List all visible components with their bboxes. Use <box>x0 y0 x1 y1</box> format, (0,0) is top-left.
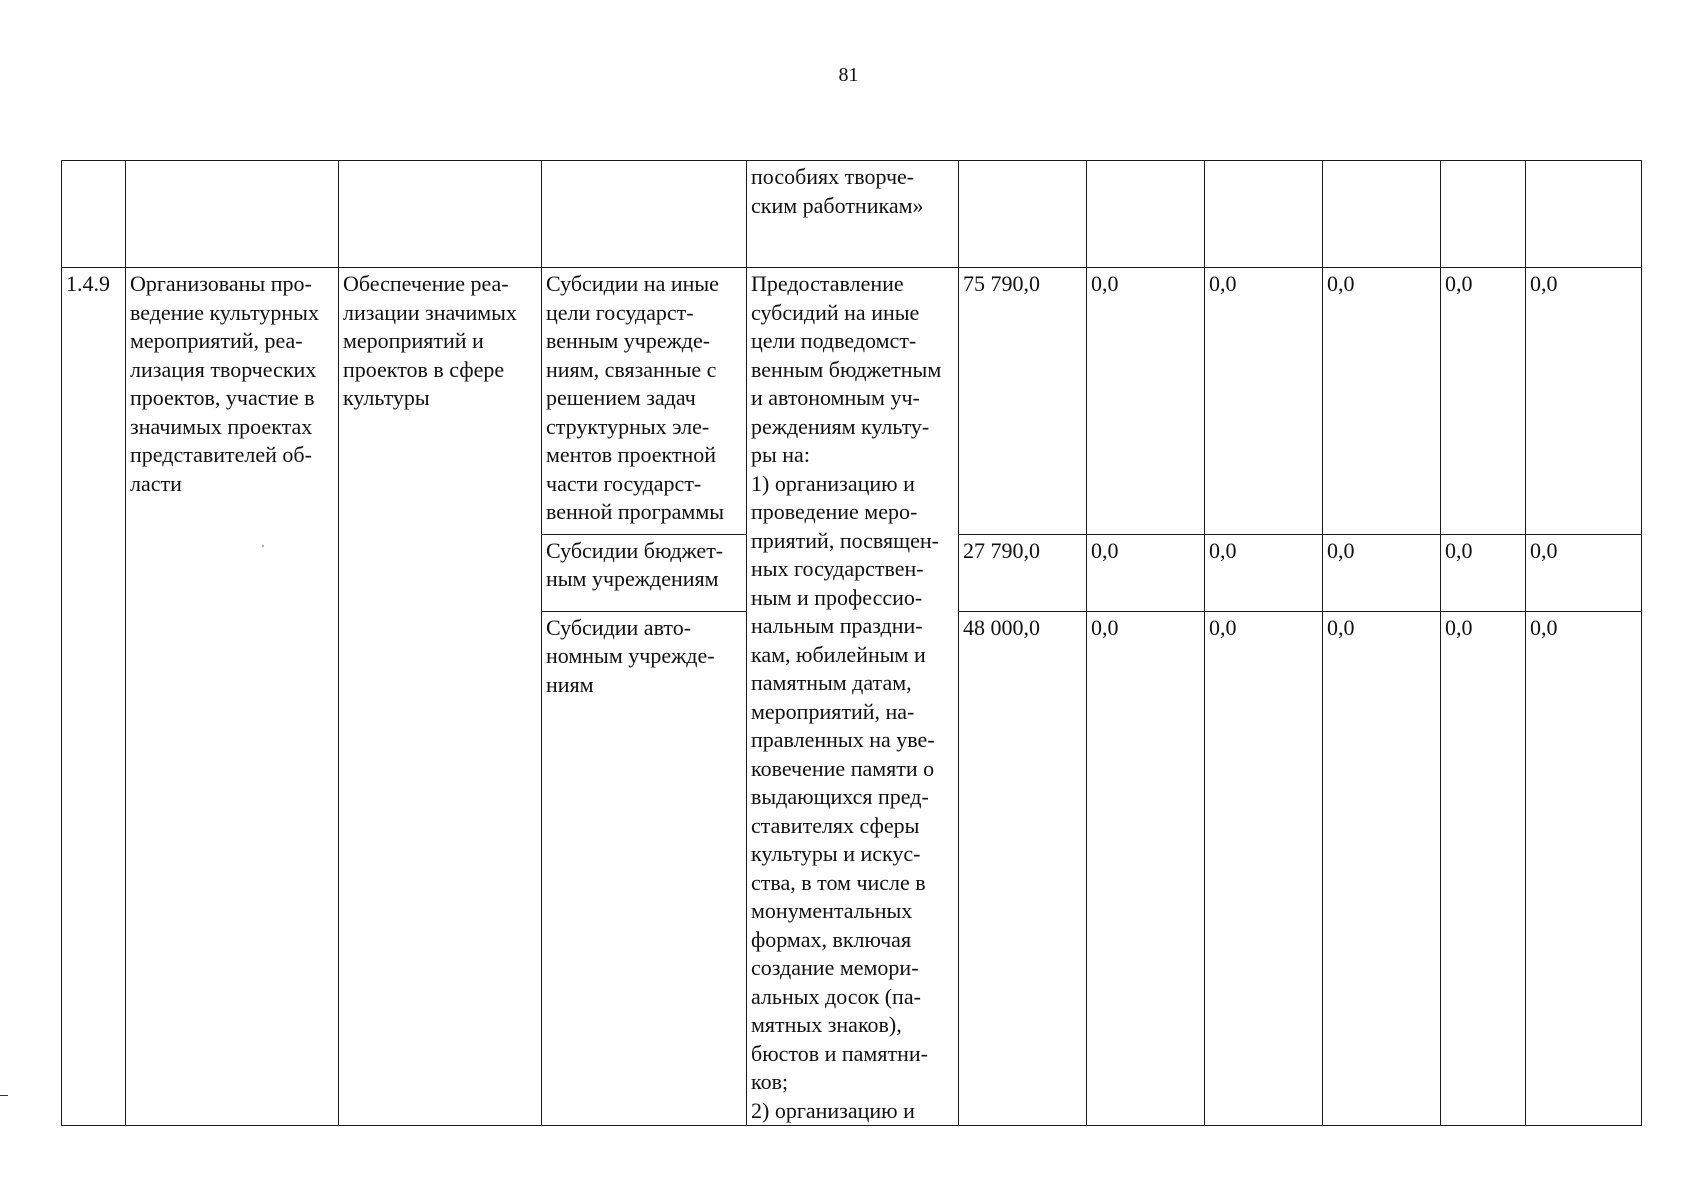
amount-cell: 0,0 <box>1441 534 1526 611</box>
amount-cell: 0,0 <box>1205 611 1323 1125</box>
amount-cell: 0,0 <box>1087 611 1205 1125</box>
amount-cell: 0,0 <box>1441 611 1526 1125</box>
table-row <box>62 268 1642 535</box>
cell-empty <box>959 161 1087 268</box>
code-cell: 1.4.9 <box>62 268 126 1126</box>
continuation-row <box>62 161 1642 268</box>
amount-cell: 0,0 <box>1526 534 1642 611</box>
scan-margin-mark <box>0 1095 8 1096</box>
cell-empty <box>62 161 126 268</box>
amount-cell: 0,0 <box>1323 534 1441 611</box>
description-cell: Предоставление субсидий на иные цели подведомст- венным бюджетным и автономным уч- реждениям культу- ры на: 1) организацию и проведение меро- приятий, посвящен- ных государствен- ным и профессио- нальным праздни- кам, юбилейным и памятным датам, мероприятий, на- правленных на уве- ковечение памяти о выдающихся пред- ставителях сферы культуры и искус- ства, в том числе в монументальных формах, включая создание мемори- альных досок (па- мятных знаков), бюстов и памятни- ков; 2) организацию и <box>747 268 959 1126</box>
page-number: 81 <box>838 64 859 86</box>
cell-empty <box>542 161 747 268</box>
amount-cell: 27 790,0 <box>959 534 1087 611</box>
amount-cell: 0,0 <box>1087 534 1205 611</box>
funding-source-cell: Субсидии авто- номным учрежде- ниям <box>542 611 747 1125</box>
result-cell: Организованы про- ведение культурных мероприятий, реа- лизация творческих проектов, участие в значимых проектах представителей об- ласти <box>126 268 339 1126</box>
amount-cell: 0,0 <box>1323 268 1441 535</box>
cell-empty <box>1087 161 1205 268</box>
amount-cell: 0,0 <box>1205 268 1323 535</box>
task-cell: Обеспечение реа- лизации значимых мероприятий и проектов в сфере культуры <box>339 268 542 1126</box>
amount-cell: 0,0 <box>1526 268 1642 535</box>
amount-cell: 75 790,0 <box>959 268 1087 535</box>
amount-cell: 48 000,0 <box>959 611 1087 1125</box>
scan-speck <box>262 545 264 547</box>
cell-empty <box>1323 161 1441 268</box>
funding-source-cell: Субсидии на иные цели государст- венным учрежде- ниям, связанные с решением задач структурных эле- ментов проектной части государст- венной программы <box>542 268 747 535</box>
funding-source-cell: Субсидии бюджет- ным учреждениям <box>542 534 747 611</box>
amount-cell: 0,0 <box>1441 268 1526 535</box>
cell-empty <box>1441 161 1526 268</box>
amount-cell: 0,0 <box>1323 611 1441 1125</box>
budget-table <box>61 160 1642 1126</box>
amount-cell: 0,0 <box>1526 611 1642 1125</box>
description-continuation-cell: пособиях творче- ским работникам» <box>747 161 959 268</box>
cell-empty <box>1526 161 1642 268</box>
cell-empty <box>1205 161 1323 268</box>
cell-empty <box>126 161 339 268</box>
amount-cell: 0,0 <box>1205 534 1323 611</box>
cell-empty <box>339 161 542 268</box>
amount-cell: 0,0 <box>1087 268 1205 535</box>
